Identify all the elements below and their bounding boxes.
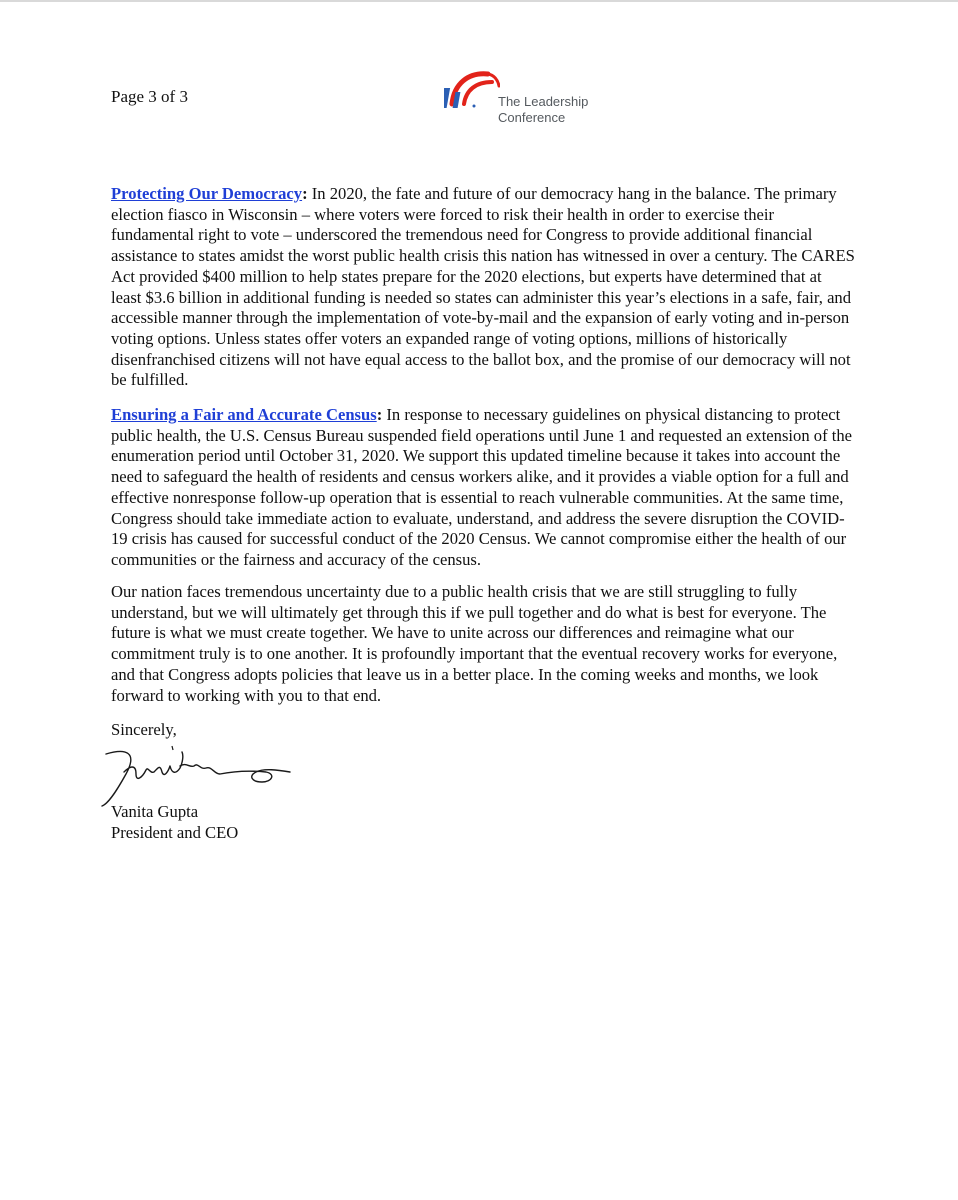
sincerely: Sincerely, bbox=[111, 720, 177, 739]
section-census bbox=[111, 405, 856, 571]
arches-logo-icon bbox=[444, 66, 500, 110]
logo-wordmark bbox=[498, 94, 588, 126]
closing-paragraph: Our nation faces tremendous uncertainty due to a public health crisis that we are still struggling to fully understand, but we will ultimately get through this if we pull together and do what is best for everyone. The future is what we must create together. We have to unite across our differences and reimagine what our commitment truly is to one another. It is profoundly important that the eventual recovery works for everyone, and that Congress adopts policies that leave us in a better place. In the coming weeks and months, we look forward to working with you to that end. bbox=[111, 582, 838, 705]
signer-name: Vanita Gupta bbox=[111, 802, 199, 821]
logo-line-2: Conference bbox=[498, 110, 566, 125]
page-number: Page 3 of 3 bbox=[111, 87, 188, 106]
signer-title: President and CEO bbox=[111, 823, 239, 842]
section-democracy bbox=[111, 184, 856, 391]
heading-colon: : bbox=[376, 405, 383, 424]
leadership-conference-logo bbox=[444, 64, 604, 128]
heading-link-census[interactable]: Ensuring a Fair and Accurate Census bbox=[111, 405, 377, 424]
section-text: In 2020, the fate and future of our democracy hang in the balance. The primary election fiasco in Wisconsin – where voters were forced to risk their health in order to exercise their fundamental right to vote – underscored the tremendous need for Congress to provide additional financial assistance to states amidst the worst public health crisis this nation has witnessed in over a century. The CARES Act provided $400 million to help states prepare for the 2020 elections, but experts have determined that at least $3.6 billion in additional funding is needed so states can administer this year’s elections in a safe, fair, and accessible manner through the implementation of vote-by-mail and the expansion of early voting and in-person voting options. Unless states offer voters an expanded range of voting options, millions of historically disenfranchised citizens will not have equal access to the ballot box, and the promise of our democracy will not be fulfilled. bbox=[111, 184, 855, 390]
logo-line-1: The Leadership bbox=[498, 94, 589, 109]
heading-link-democracy[interactable]: Protecting Our Democracy bbox=[111, 184, 303, 203]
heading-colon: : bbox=[302, 184, 308, 203]
section-text: In response to necessary guidelines on physical distancing to protect public health, the U.S. Census Bureau suspended field operations until June 1 and requested an extension of the enumeration period until October 31, 2020. We support this updated timeline because it takes into account the need to safeguard the health of residents and census workers alike, and it provides a viable option for a full and effective nonresponse follow-up operation that is essential to reach vulnerable communities. At the same time, Congress should take immediate action to evaluate, understand, and address the severe disruption the COVID-19 crisis has caused for successful conduct of the 2020 Census. We cannot compromise either the health of our communities or the fairness and accuracy of the census. bbox=[111, 405, 853, 569]
top-divider bbox=[0, 0, 958, 2]
